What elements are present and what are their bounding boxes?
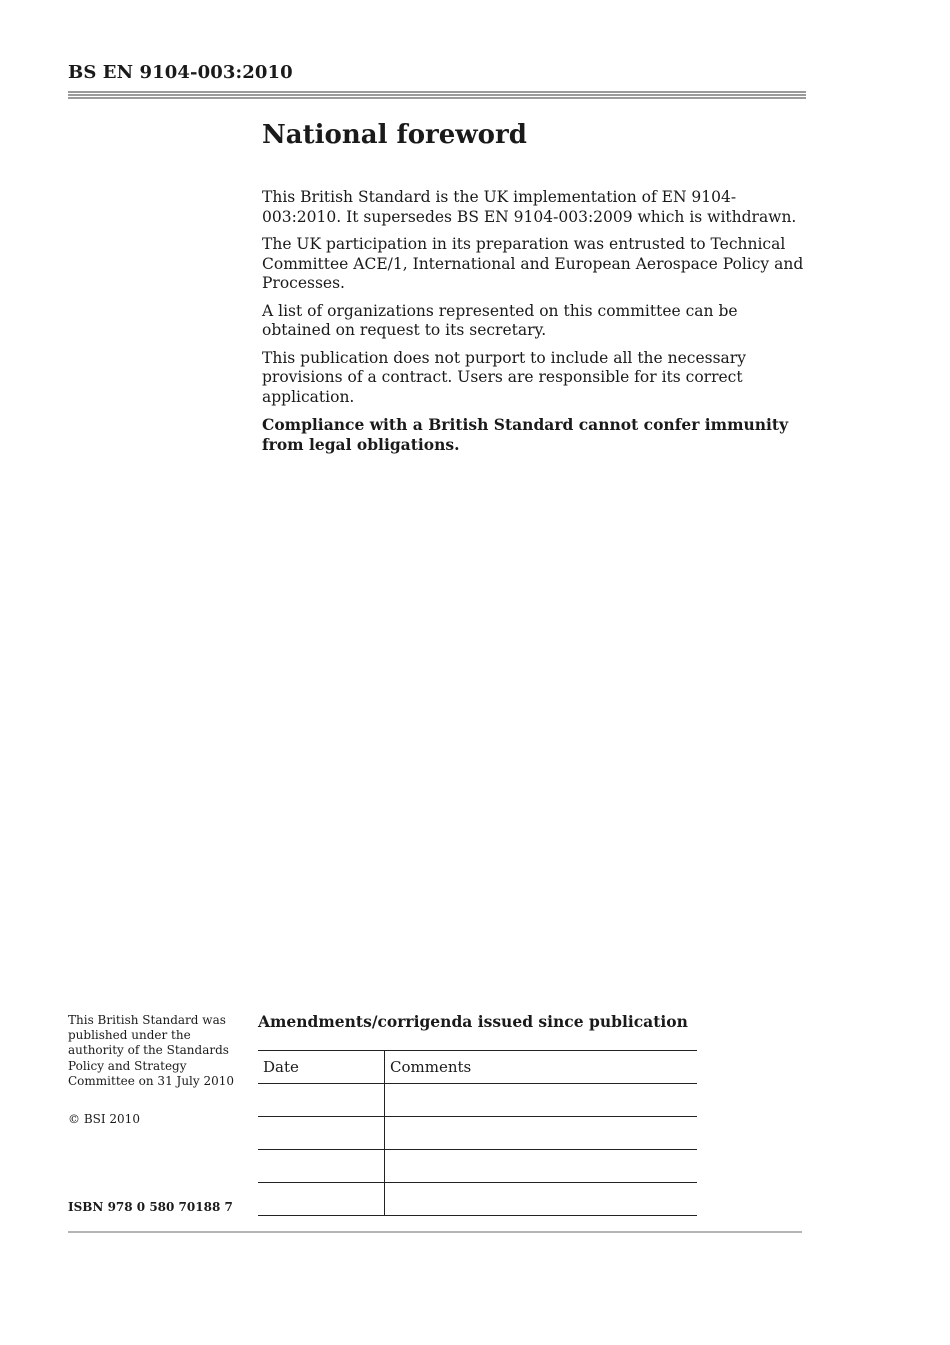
foreword-body: [262, 188, 810, 462]
table-header-row: [258, 1051, 697, 1084]
paragraph-organizations: A list of organizations represented on this committee can be obtained on request to its secretary.: [262, 301, 738, 339]
table-row: [258, 1084, 697, 1117]
amendments-title: Amendments/corrigenda issued since publication: [258, 1012, 688, 1031]
footer-rule: [68, 1231, 802, 1233]
amendments-table: [258, 1050, 697, 1216]
paragraph-contract: This publication does not purport to include all the necessary provisions of a contract. Users are responsible for its correct application.: [262, 348, 746, 406]
publication-note: This British Standard was published under the authority of the Standards Policy and Strategy Committee on 31 July 2010: [68, 1013, 235, 1088]
date-cell: [258, 1183, 385, 1216]
comments-cell: [385, 1150, 698, 1183]
header-rule: [68, 91, 806, 99]
comments-cell: [385, 1183, 698, 1216]
page-title: National foreword: [262, 120, 527, 150]
paragraph-implementation: This British Standard is the UK implementation of EN 9104-003:2010. It supersedes BS EN 9104-003:2009 which is withdrawn.: [262, 188, 797, 226]
table-row: [258, 1150, 697, 1183]
column-header-comments: Comments: [385, 1051, 698, 1084]
date-cell: [258, 1084, 385, 1117]
document-id: BS EN 9104-003:2010: [68, 62, 293, 83]
table-row: [258, 1183, 697, 1216]
column-header-date: Date: [258, 1051, 385, 1084]
table-row: [258, 1117, 697, 1150]
paragraph-participation: The UK participation in its preparation was entrusted to Technical Committee ACE/1, International and European Aerospace Policy and Processes.: [262, 235, 804, 292]
isbn-number: ISBN 978 0 580 70188 7: [68, 1200, 233, 1214]
comments-cell: [385, 1084, 698, 1117]
compliance-note: Compliance with a British Standard cannot confer immunity from legal obligations.: [262, 415, 789, 454]
date-cell: [258, 1150, 385, 1183]
copyright-notice: © BSI 2010: [68, 1112, 140, 1126]
date-cell: [258, 1117, 385, 1150]
comments-cell: [385, 1117, 698, 1150]
